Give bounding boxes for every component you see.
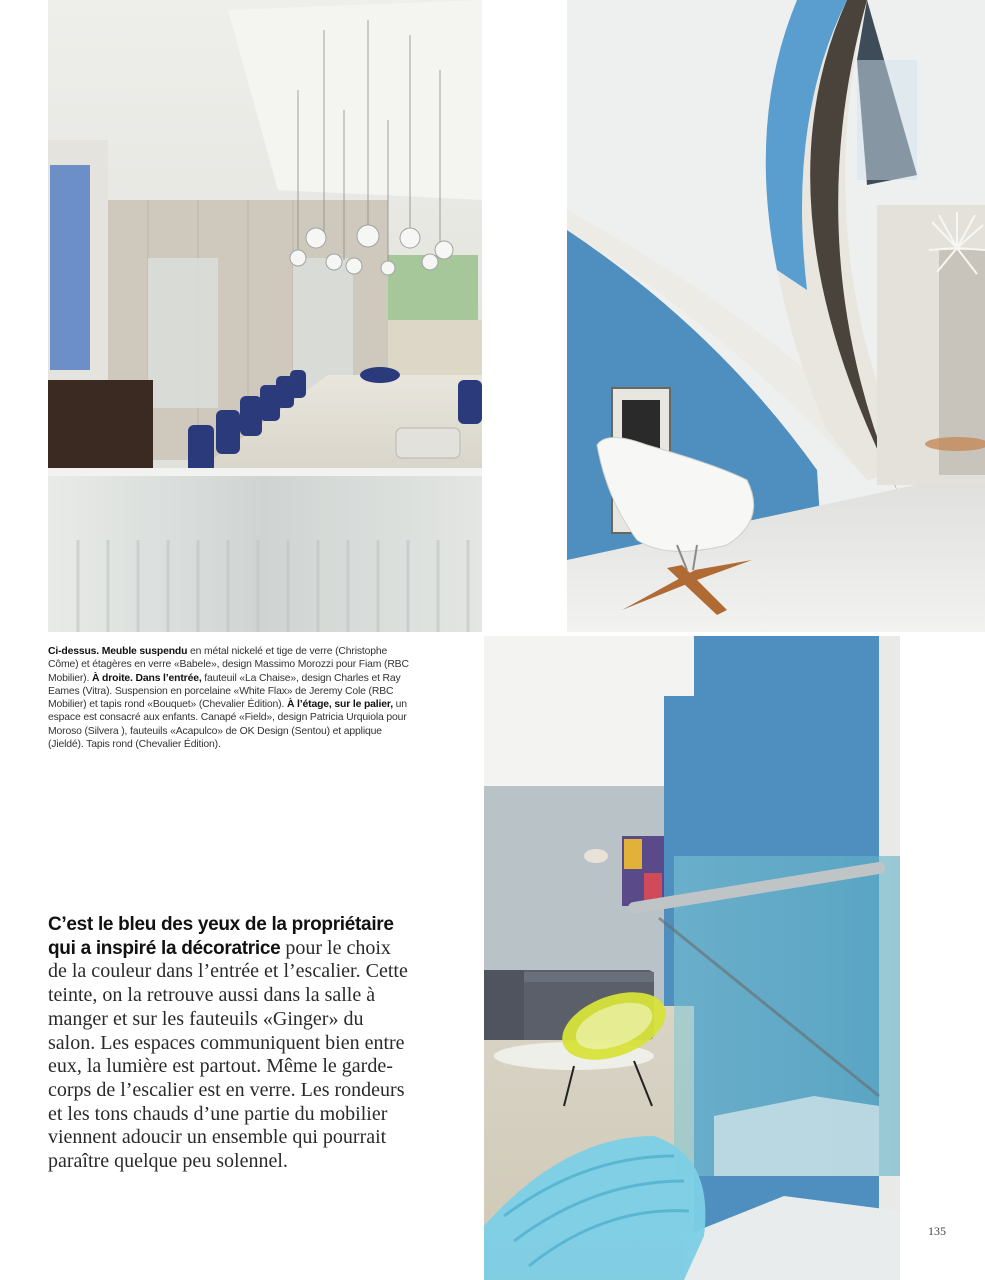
article-body: [48, 913, 410, 1174]
caption-part1: en métal nickelé et tige de verre (Christophe Côme) et étagères en verre «Babele», design Massimo Morozzi pour Fiam (RBC Mobilier).: [48, 646, 409, 684]
article-text: pour le choix de la couleur dans l’entrée et l’escalier. Cette teinte, on la retrouve aussi dans la salle à manger et sur les fauteuils «Ginger» du salon. Les espaces communiquent bien entre eux, la lumière est partout. Même le garde-corps de l’escalier est en verre. Les rondeurs et les tons chauds d’une partie du mobilier viennent adoucir un ensemble qui pourrait paraître quelque peu solennel.: [48, 936, 408, 1173]
caption-entree-label: Dans l’entrée,: [135, 672, 202, 684]
caption-ci-dessus-label: Ci-dessus.: [48, 646, 100, 657]
landing-kids-space-photo: [484, 636, 900, 1280]
caption-part2: fauteuil «La Chaise», design Charles et Ray Eames (Vitra). Suspension en porcelaine «White Flax» de Jeremy Cole (RBC Mobilier) et tapis rond «Bouquet» (Chevalier Édition).: [48, 672, 401, 711]
photo-caption: [48, 645, 412, 751]
page-number: 135: [928, 1224, 946, 1238]
caption-etage-label: À l’étage, sur le palier,: [286, 699, 393, 711]
dining-room-photo: [48, 0, 482, 632]
entry-staircase-photo: [567, 0, 985, 632]
caption-meuble-label: Meuble suspendu: [101, 646, 188, 657]
caption-part3: un espace est consacré aux enfants. Canapé «Field», design Patricia Urquiola pour Moroso (Silvera ), fauteuils «Acapulco» de OK Design (Sentou) et applique (Jieldé). Tapis rond (Chevalier Édition).: [48, 699, 407, 751]
caption-a-droite-label: À droite.: [91, 672, 133, 684]
article-lead: C’est le bleu des yeux de la propriétaire qui a inspiré la décoratrice: [48, 914, 394, 959]
